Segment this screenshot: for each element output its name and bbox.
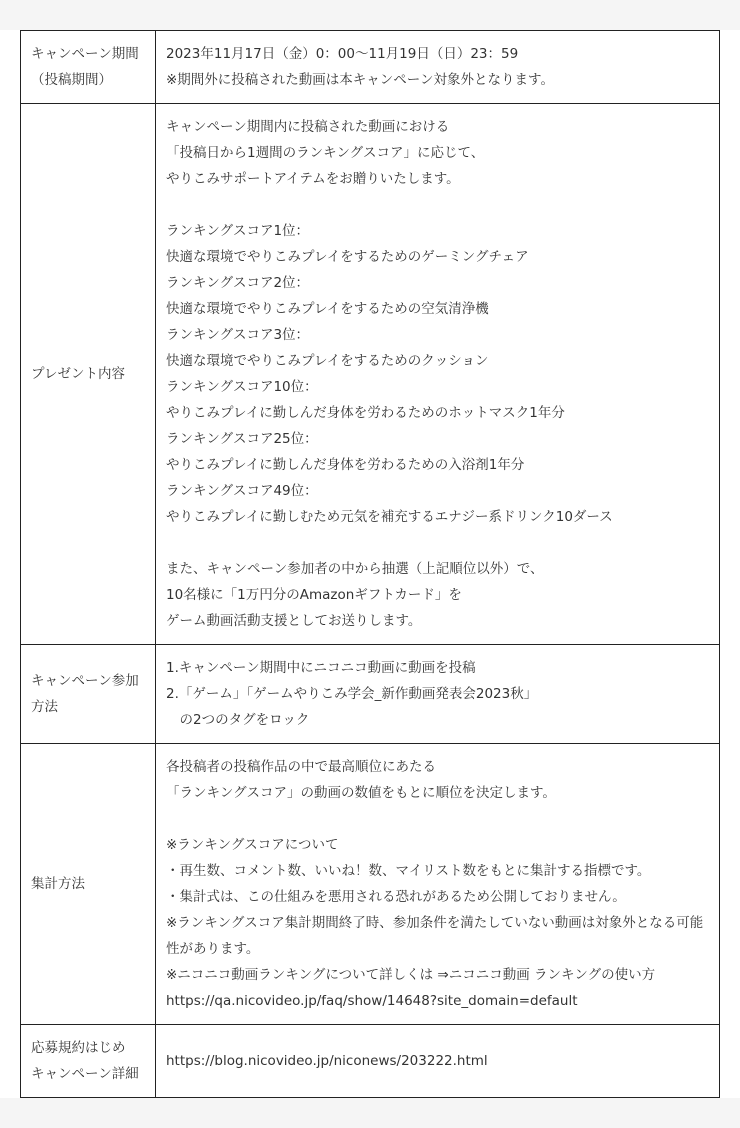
value-line: 2.「ゲーム」「ゲームやりこみ学会_新作動画発表会2023秋」 xyxy=(166,686,538,702)
value-line: 各投稿者の投稿作品の中で最高順位にあたる xyxy=(166,759,436,775)
row-value xyxy=(156,104,720,645)
value-line: ・再生数、コメント数、いいね！数、マイリスト数をもとに集計する指標です。 xyxy=(166,863,651,879)
value-line: ランキングスコア3位： xyxy=(166,327,310,343)
value-line: 「ランキングスコア」の動画の数値をもとに順位を決定します。 xyxy=(166,785,556,801)
blank-line xyxy=(166,530,709,556)
page xyxy=(0,30,740,1098)
ranking-guide-link-text[interactable]: ※ニコニコ動画ランキングについて詳しくは ⇒ニコニコ動画 ランキングの使い方 xyxy=(166,967,656,983)
value-line: 「投稿日から1週間のランキングスコア」に応じて、 xyxy=(166,145,485,161)
value-line: やりこみプレイに勤しんだ身体を労わるためのホットマスク1年分 xyxy=(166,405,565,421)
value-line: の2つのタグをロック xyxy=(166,712,310,728)
label-line: キャンペーン詳細 xyxy=(31,1066,139,1082)
row-label xyxy=(21,744,156,1025)
label-line: （投稿期間） xyxy=(31,72,112,88)
label-line: 方法 xyxy=(31,699,58,715)
value-line: ランキングスコア10位： xyxy=(166,379,318,395)
value-line: ランキングスコア1位： xyxy=(166,223,310,239)
value-line: 快適な環境でやりこみプレイをするための空気清浄機 xyxy=(166,301,489,317)
label-line: キャンペーン期間 xyxy=(31,46,139,62)
value-line: 1.キャンペーン期間中にニコニコ動画に動画を投稿 xyxy=(166,660,476,676)
row-label xyxy=(21,1025,156,1098)
row-label xyxy=(21,645,156,744)
value-line: 快適な環境でやりこみプレイをするためのゲーミングチェア xyxy=(166,249,529,265)
label-line: 集計方法 xyxy=(31,876,85,892)
table-row-campaign-period xyxy=(21,31,720,104)
label-line: 応募規約はじめ xyxy=(31,1040,126,1056)
value-line: ランキングスコア25位： xyxy=(166,431,318,447)
value-line: キャンペーン期間内に投稿された動画における xyxy=(166,119,450,135)
value-line: やりこみプレイに勤しんだ身体を労わるための入浴剤1年分 xyxy=(166,457,525,473)
value-line: ランキングスコア49位： xyxy=(166,483,318,499)
value-line: 快適な環境でやりこみプレイをするためのクッション xyxy=(166,353,489,369)
table-row-aggregation-method xyxy=(21,744,720,1025)
faq-url-link[interactable]: https://qa.nicovideo.jp/faq/show/14648?site_domain=default xyxy=(166,993,578,1009)
value-line: 2023年11月17日（金）0：00〜11月19日（日）23：59 xyxy=(166,46,519,62)
value-line: ランキングスコア2位： xyxy=(166,275,310,291)
table-row-campaign-details xyxy=(21,1025,720,1098)
value-line: やりこみサポートアイテムをお贈りいたします。 xyxy=(166,171,460,187)
value-line: ゲーム動画活動支援としてお送りします。 xyxy=(166,613,422,629)
value-line: ・集計式は、この仕組みを悪用される恐れがあるため公開しておりません。 xyxy=(166,889,626,905)
value-line: ※ランキングスコアについて xyxy=(166,837,339,853)
label-line: プレゼント内容 xyxy=(31,366,125,382)
value-line: ※期間外に投稿された動画は本キャンペーン対象外となります。 xyxy=(166,72,554,88)
blog-url-link[interactable]: https://blog.nicovideo.jp/niconews/203222.html xyxy=(166,1053,488,1069)
campaign-info-table xyxy=(20,30,720,1098)
value-line: ※ランキングスコア集計期間終了時、参加条件を満たしていない動画は対象外となる可能性があります。 xyxy=(166,915,704,957)
table-row-present-contents xyxy=(21,104,720,645)
row-value xyxy=(156,645,720,744)
row-value xyxy=(156,744,720,1025)
value-line: また、キャンペーン参加者の中から抽選（上記順位以外）で、 xyxy=(166,561,544,577)
value-line: 10名様に「1万円分のAmazonギフトカード」を xyxy=(166,587,462,603)
value-line: やりこみプレイに勤しむため元気を補充するエナジー系ドリンク10ダース xyxy=(166,509,613,525)
row-label xyxy=(21,31,156,104)
table-row-participation-method xyxy=(21,645,720,744)
row-value xyxy=(156,31,720,104)
blank-line xyxy=(166,806,709,832)
row-label xyxy=(21,104,156,645)
label-line: キャンペーン参加 xyxy=(31,673,139,689)
blank-line xyxy=(166,192,709,218)
row-value xyxy=(156,1025,720,1098)
